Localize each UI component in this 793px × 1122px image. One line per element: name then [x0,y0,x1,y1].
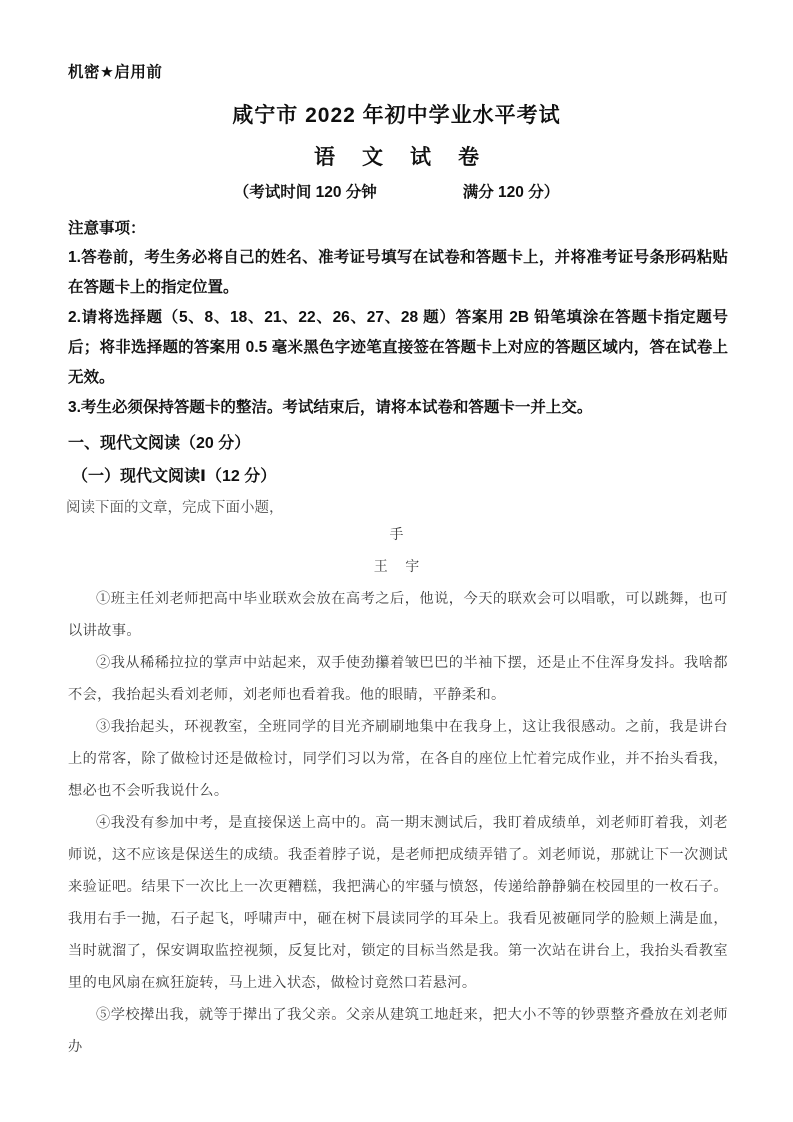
subject-title: 语文试卷 [314,146,506,169]
exam-meta [0,180,793,202]
page-title: 咸宁市 2022 年初中学业水平考试 [232,104,561,127]
exam-duration: （考试时间 120 分钟 [233,184,377,201]
article-body [68,583,728,1063]
section-heading-sub-one: （一）现代文阅读Ⅰ（12 分） [72,468,277,485]
article-author: 王 宇 [373,560,427,575]
section-heading-part-one: 一、现代文阅读（20 分） [68,435,251,452]
article-paragraph: ③我抬起头，环视教室，全班同学的目光齐刷刷地集中在我身上，这让我很感动。之前，我是讲台上的常客，除了做检讨还是做检讨，同学们习以为常，在各自的座位上忙着完成作业，并不抬头看我，想必也不会听我说什么。 [68,719,728,799]
notes-heading: 注意事项： [68,220,146,237]
article-paragraph: ⑤学校撵出我，就等于撵出了我父亲。父亲从建筑工地赶来，把大小不等的钞票整齐叠放在刘老师办 [68,1007,728,1055]
reading-instruction: 阅读下面的文章，完成下面小题， [66,500,284,516]
article-paragraph: ②我从稀稀拉拉的掌声中站起来，双手使劲攥着皱巴巴的半袖下摆，还是止不住浑身发抖。我啥都不会，我抬起头看刘老师，刘老师也看着我。他的眼睛，平静柔和。 [68,655,728,703]
confidential-label: 机密★启用前 [68,64,163,81]
article-paragraph: ④我没有参加中考，是直接保送上高中的。高一期末测试后，我盯着成绩单，刘老师盯着我，刘老师说，这不应该是保送生的成绩。我歪着脖子说，是老师把成绩弄错了。刘老师说，那就让下一次测试来验证吧。结果下一次比上一次更糟糕，我把满心的牢骚与愤怒，传递给静静躺在校园里的一枚石子。我用右手一抛，石子起飞，呼啸声中，砸在树下晨读同学的耳朵上。我看见被砸同学的脸颊上满是血，当时就溜了，保安调取监控视频，反复比对，锁定的目标当然是我。第一次站在讲台上，我抬头看教室里的电风扇在疯狂旋转，马上进入状态，做检讨竟然口若悬河。 [68,815,728,991]
article-title: 手 [389,528,404,543]
article-paragraph: ①班主任刘老师把高中毕业联欢会放在高考之后，他说，今天的联欢会可以唱歌，可以跳舞，也可以讲故事。 [68,591,728,639]
exam-total-score: 满分 120 分） [462,184,560,201]
note-item-2: 2.请将选择题（5、8、18、21、22、26、27、28 题）答案用 2B 铅笔填涂在答题卡指定题号后；将非选择题的答案用 0.5 毫米黑色字迹笔直接签在答题卡上对应的答题区域内，答在试卷上无效。 [68,309,728,386]
note-item-3: 3.考生必须保持答题卡的整洁。考试结束后，请将本试卷和答题卡一并上交。 [68,399,593,416]
note-item-1: 1.答卷前，考生务必将自己的姓名、准考证号填写在试卷和答题卡上，并将准考证号条形码粘贴在答题卡上的指定位置。 [68,249,728,296]
